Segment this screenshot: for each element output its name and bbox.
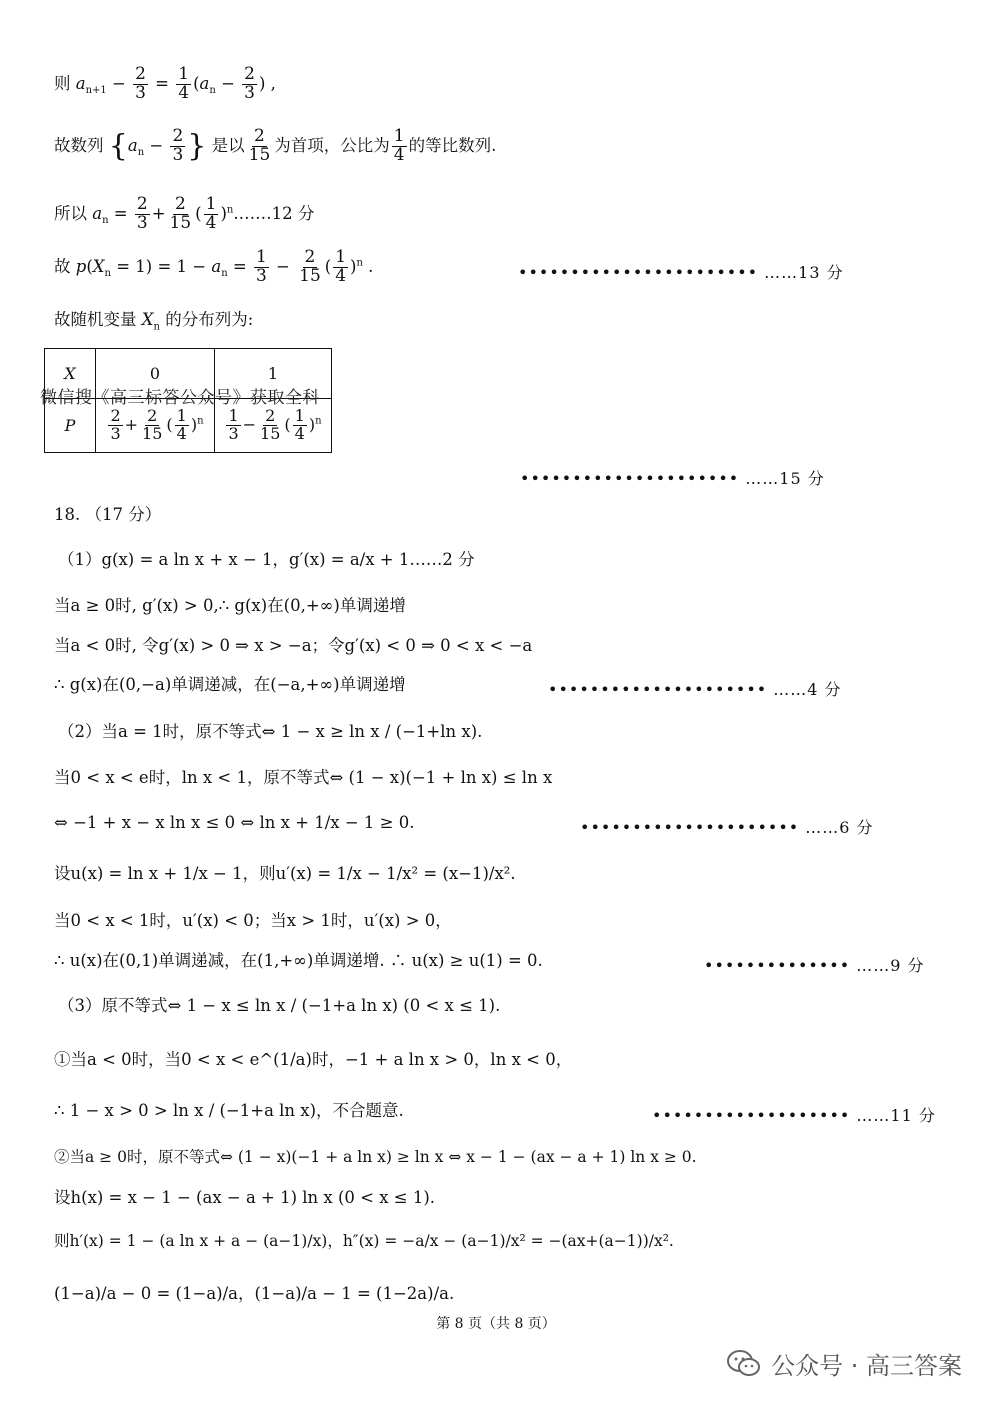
table-p0: $\frac{2}{3}$ + $\frac{2}{15}$ ( $\frac{1}{4}$ )$^n$	[96, 399, 215, 453]
table-x-label: X	[45, 349, 96, 399]
q18-line14: ②当a ≥ 0时，原不等式⇔ (1 − x)(−1 + a ln x) ≥ ln x ⇔ x − 1 − (ax − a + 1) ln x ≥ 0.	[54, 1148, 697, 1166]
wechat-icon	[727, 1350, 761, 1378]
q18-line15: 设h(x) = x − 1 − (ax − a + 1) ln x (0 < x ≤ 1).	[54, 1188, 436, 1207]
line-dist-intro: 故随机变量 $X_n$ 的分布列为:	[54, 310, 254, 333]
score-13: ••••••••••••••••••••••• ……13 分	[518, 263, 844, 282]
q18-line3: 当a < 0时, 令g′(x) > 0 ⇒ x > −a；令g′(x) < 0 ⇒ 0 < x < −a	[54, 636, 533, 655]
q18-part2: （2）当a = 1时，原不等式⇔ 1 − x ≥ ln x / (−1+ln x).	[58, 722, 483, 741]
score-4: ••••••••••••••••••••• ……4 分	[548, 680, 842, 699]
q18-part1: （1）g(x) = a ln x + x − 1，g′(x) = a/x + 1……2 分	[58, 550, 475, 569]
page-footer: 第 8 页（共 8 页）	[436, 1316, 556, 1332]
brand-text: 公众号 · 高三答案	[771, 1352, 962, 1380]
table-col0: 0	[96, 349, 215, 399]
line-p: 故 $p(X_n = 1) = 1 - a_n$ = $\frac{1}{3}$ − $\frac{2}{15}$ ( $\frac{1}{4}$ )$^n$ .	[54, 247, 374, 286]
table-col1: 1	[215, 349, 332, 399]
q18-line6: 当0 < x < e时，ln x < 1，原不等式⇔ (1 − x)(−1 + ln x) ≤ ln x	[54, 768, 553, 787]
table-p1: $\frac{1}{3}$ − $\frac{2}{15}$ ( $\frac{1}{4}$ )$^n$	[215, 399, 332, 453]
table-p-label: P	[45, 399, 96, 453]
q18-line8: 设u(x) = ln x + 1/x − 1，则u′(x) = 1/x − 1/x² = (x−1)/x².	[54, 864, 516, 883]
line-recurrence: 则 $a_{n+1}$ − $\frac{2}{3}$ = $\frac{1}{4}$ ($a_n$ − $\frac{2}{3}$ ) ,	[54, 64, 276, 103]
score-6: ••••••••••••••••••••• ……6 分	[580, 818, 874, 837]
q18-line9: 当0 < x < 1时，u′(x) < 0；当x > 1时，u′(x) > 0，	[54, 911, 452, 930]
q18-line10: ∴ u(x)在(0,1)单调递减，在(1,+∞)单调递增. ∴ u(x) ≥ u(1) = 0.	[54, 951, 543, 970]
brand-banner	[727, 1346, 962, 1381]
q18-line7: ⇔ −1 + x − x ln x ≤ 0 ⇔ ln x + 1/x − 1 ≥ 0.	[54, 813, 415, 832]
watermark-text: 微信搜《高三标答公众号》获取全科	[40, 388, 320, 408]
q18-title: 18. （17 分）	[54, 505, 162, 524]
line-geometric: 故数列 {$a_n$ − $\frac{2}{3}$ } 是以 $\frac{2}{15}$ 为首项，公比为 $\frac{1}{4}$ 的等比数列.	[54, 126, 497, 165]
score-15: ••••••••••••••••••••• ……15 分	[520, 469, 825, 488]
line-an: 所以 $a_n$ = $\frac{2}{3}$ + $\frac{2}{15}$ ( $\frac{1}{4}$ )$^n$.……12 分	[54, 194, 315, 233]
q18-line13: ∴ 1 − x > 0 > ln x / (−1+a ln x)，不合题意.	[54, 1101, 404, 1120]
score-9: •••••••••••••• ……9 分	[704, 956, 925, 975]
score-11: ••••••••••••••••••• ……11 分	[652, 1106, 936, 1125]
q18-line17: (1−a)/a − 0 = (1−a)/a，(1−a)/a − 1 = (1−2a)/a.	[54, 1284, 455, 1303]
q18-line2: 当a ≥ 0时, g′(x) > 0,∴ g(x)在(0,+∞)单调递增	[54, 596, 406, 615]
q18-line16: 则h′(x) = 1 − (a ln x + a − (a−1)/x)，h″(x) = −a/x − (a−1)/x² = −(ax+(a−1))/x².	[54, 1232, 674, 1250]
q18-line4: ∴ g(x)在(0,−a)单调递减，在(−a,+∞)单调递增	[54, 675, 406, 694]
q18-part3: （3）原不等式⇔ 1 − x ≤ ln x / (−1+a ln x) (0 < x ≤ 1).	[58, 996, 501, 1015]
q18-line12: ①当a < 0时，当0 < x < e^(1/a)时，−1 + a ln x > 0，ln x < 0，	[54, 1050, 573, 1069]
